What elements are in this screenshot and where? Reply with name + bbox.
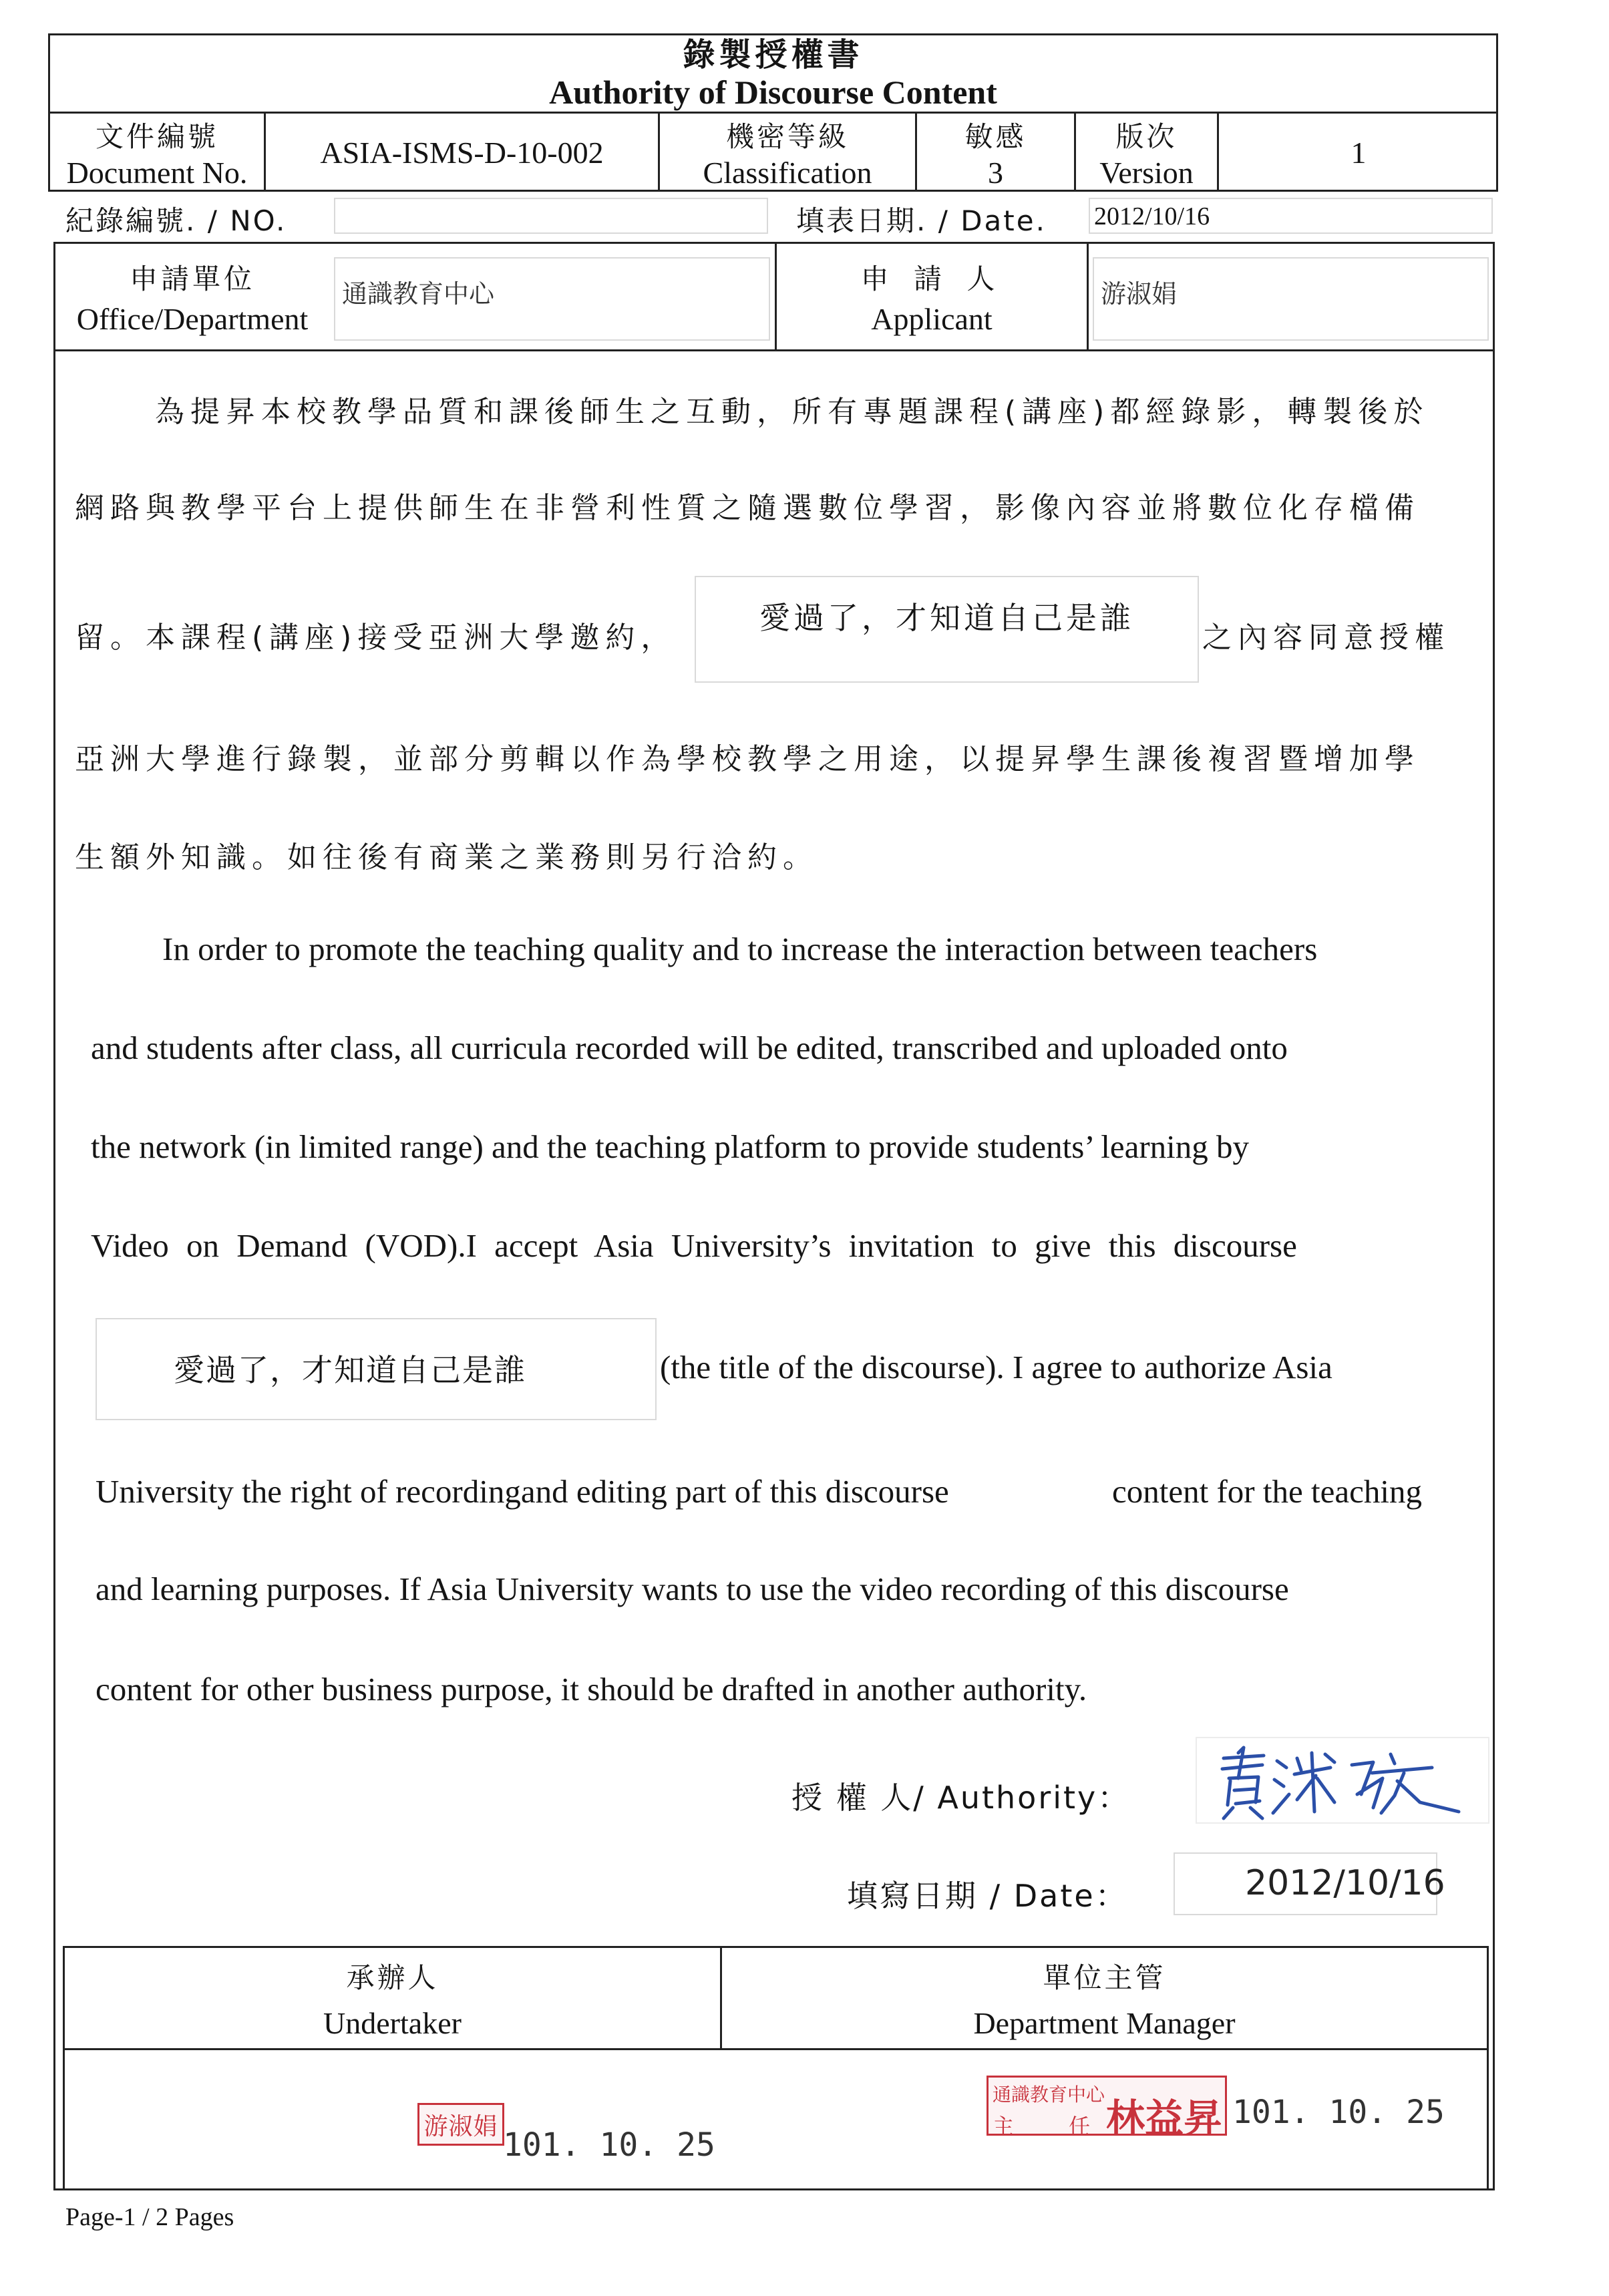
body-en-line1: In order to promote the teaching quality and to increase the interaction between teachers — [162, 931, 1318, 967]
title-en: Authority of Discourse Content — [549, 73, 997, 111]
manager-header: 單位主管 Department Manager — [973, 1961, 1236, 2040]
record-no-label: 紀錄編號. / NO. — [65, 204, 287, 237]
body-cn-line1: 為提昇本校教學品質和課後師生之互動，所有專題課程(講座)都經錄影，轉製後於 — [155, 395, 1429, 429]
undertaker-date-stamp: 101. 10. 25 — [503, 2126, 715, 2164]
title-block — [48, 35, 1498, 112]
version-label: 版次 Version — [1099, 120, 1194, 190]
body-en-line4: Video on Demand (VOD).I accept Asia University’s invitation to give this discourse — [91, 1227, 1297, 1264]
version-value: 1 — [1351, 136, 1367, 170]
record-date-field[interactable]: 2012/10/16 — [1089, 198, 1493, 234]
manager-stamp: 通識教育中心 主 任 林益昇 — [987, 2076, 1227, 2136]
record-date-label: 填表日期. / Date. — [796, 204, 1047, 237]
body-cn-line2: 網路與教學平台上提供師生在非營利性質之隨選數位學習，影像內容並將數位化存檔備 — [75, 491, 1420, 525]
sign-date-label: 填寫日期 / Date： — [847, 1878, 1128, 1914]
body-en-line3: the network (in limited range) and the teaching platform to provide students’ learning by — [91, 1128, 1249, 1165]
sign-date-field[interactable]: 2012/10/16 — [1174, 1852, 1437, 1915]
body-cn-line3-pre: 留。本課程(講座)接受亞洲大學邀約， — [75, 621, 677, 655]
body-en-line2: and students after class, all curricula recorded will be edited, transcribed and uploaded onto — [91, 1029, 1288, 1066]
undertaker-header: 承辦人 Undertaker — [323, 1961, 462, 2040]
record-no-field[interactable] — [334, 198, 768, 234]
body-en-line7: and learning purposes. If Asia University wants to use the video recording of this discourse — [96, 1571, 1289, 1607]
classification-label: 機密等級 Classification — [703, 120, 872, 190]
body-cn-line5: 生額外知識。如往後有商業之業務則另行洽約。 — [75, 840, 818, 874]
doc-no-value: ASIA-ISMS-D-10-002 — [320, 136, 604, 170]
doc-no-label: 文件編號 Document No. — [66, 120, 248, 190]
page-number: Page-1 / 2 Pages — [65, 2203, 234, 2231]
sensitivity-cell: 敏感 3 — [964, 120, 1027, 190]
applicant-field[interactable]: 游淑娟 — [1093, 257, 1489, 341]
discourse-title-field-en[interactable]: 愛過了，才知道自己是誰 — [96, 1318, 657, 1420]
manager-date-stamp: 101. 10. 25 — [1232, 2094, 1445, 2131]
body-en-line6-a: University the right of recordingand editing part of this discourse — [96, 1473, 949, 1510]
office-label: 申請單位 Office/Department — [76, 262, 309, 336]
body-en-line6-b: content for the teaching — [1112, 1473, 1422, 1510]
discourse-title-field-cn[interactable]: 愛過了，才知道自己是誰 — [695, 576, 1199, 683]
body-cn-line3-post: 之內容同意授權 — [1202, 621, 1450, 655]
title-cn: 錄製授權書 — [683, 35, 864, 73]
body-cn-line4: 亞洲大學進行錄製，並部分剪輯以作為學校教學之用途，以提昇學生課後複習暨增加學 — [75, 742, 1420, 776]
office-field[interactable]: 通識教育中心 — [334, 257, 770, 341]
handwritten-signature — [1197, 1738, 1491, 1825]
body-en-line8: content for other business purpose, it should be drafted in another authority. — [96, 1671, 1087, 1707]
authority-signature-field[interactable] — [1196, 1737, 1489, 1824]
authority-label: 授 權 人/ Authority： — [791, 1780, 1131, 1816]
applicant-label: 申 請 人 Applicant — [860, 262, 1003, 336]
undertaker-stamp: 游淑娟 — [417, 2103, 504, 2146]
body-en-line5-post: (the title of the discourse). I agree to authorize Asia — [660, 1349, 1332, 1385]
